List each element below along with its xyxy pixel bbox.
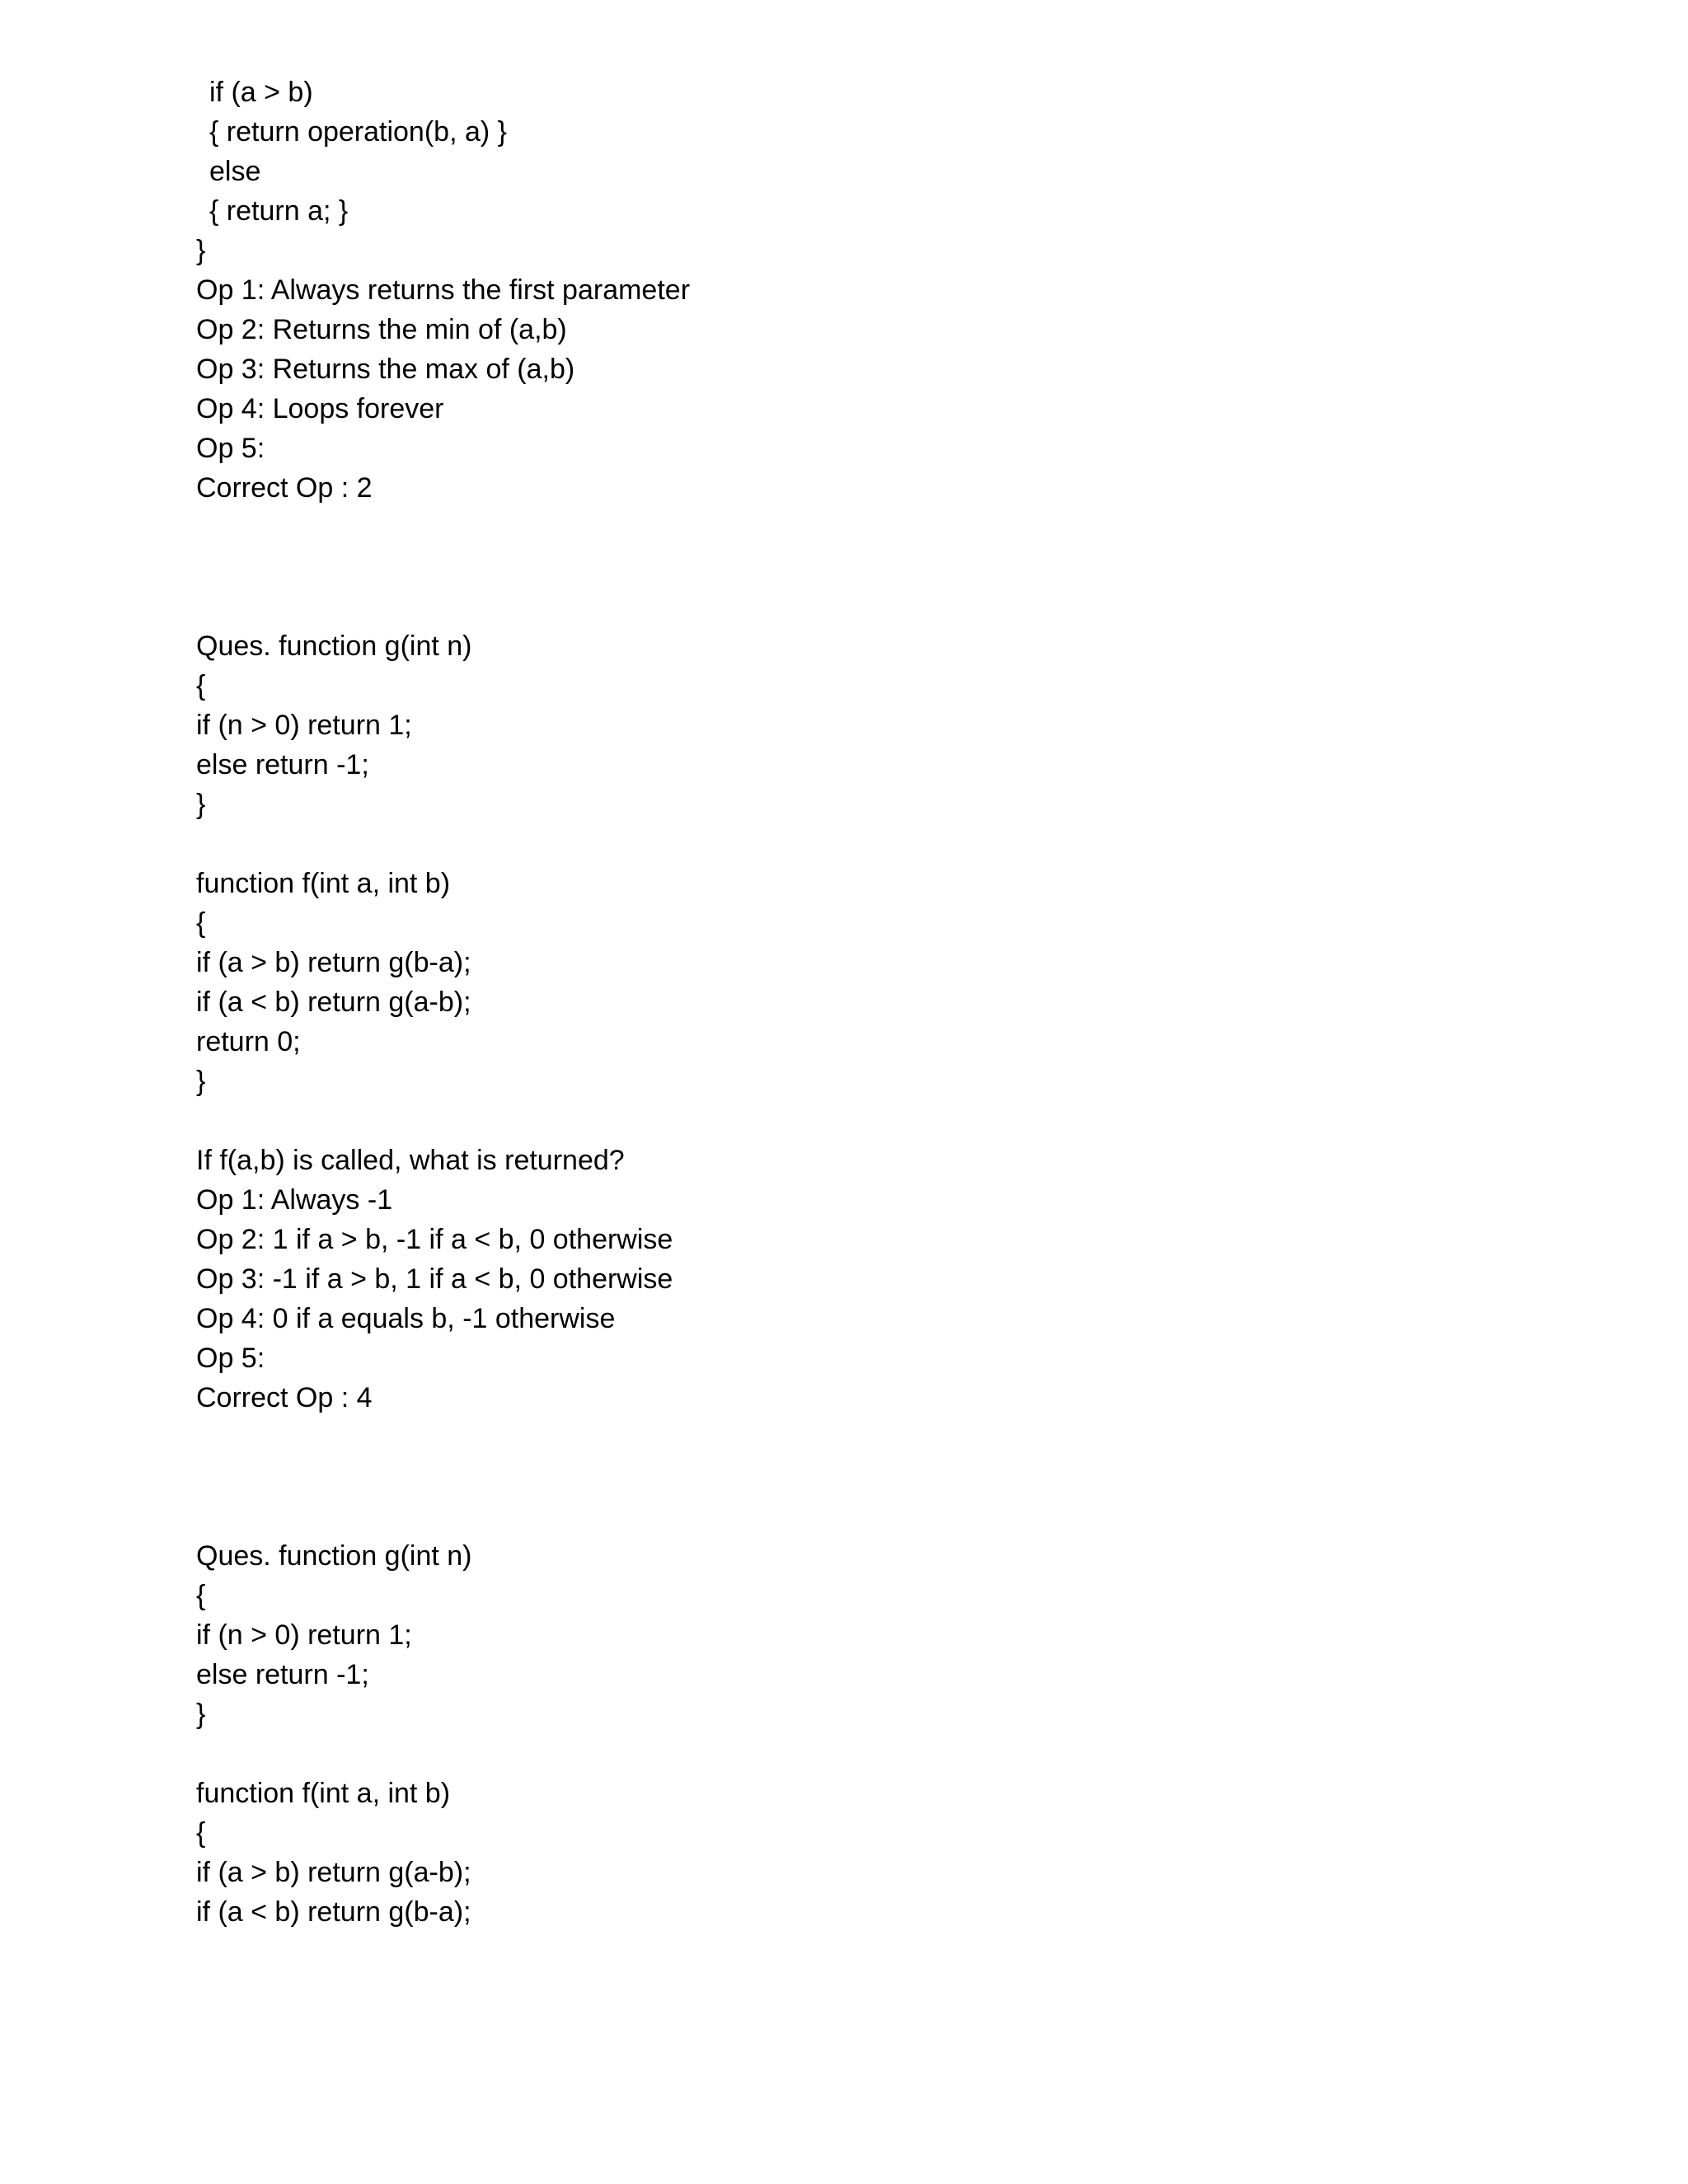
code-line: { return operation(b, a) } [209, 116, 508, 148]
code-line: { return a; } [209, 195, 349, 227]
option-line: Op 2: Returns the min of (a,b) [196, 314, 567, 345]
correct-option: Correct Op : 2 [196, 472, 373, 504]
code-line: else [209, 156, 261, 187]
code-line: { [196, 670, 206, 701]
question-title: Ques. function g(int n) [196, 630, 472, 662]
code-line: function f(int a, int b) [196, 1778, 451, 1809]
code-line: { [196, 907, 206, 939]
option-line: Op 3: -1 if a > b, 1 if a < b, 0 otherwise [196, 1263, 673, 1295]
code-line: if (n > 0) return 1; [196, 710, 412, 741]
code-line: else return -1; [196, 749, 369, 780]
code-line: return 0; [196, 1026, 301, 1057]
question-prompt: If f(a,b) is called, what is returned? [196, 1145, 625, 1176]
code-line: { [196, 1580, 206, 1611]
option-line: Op 5: [196, 433, 265, 464]
option-line: Op 3: Returns the max of (a,b) [196, 354, 575, 385]
option-line: Op 1: Always -1 [196, 1184, 393, 1216]
code-line: if (a > b) return g(b-a); [196, 947, 471, 978]
code-line: if (n > 0) return 1; [196, 1619, 412, 1651]
correct-option: Correct Op : 4 [196, 1382, 373, 1413]
code-line: } [196, 1066, 206, 1097]
code-line: else return -1; [196, 1659, 369, 1690]
code-line: function f(int a, int b) [196, 868, 451, 899]
code-line: if (a > b) return g(a-b); [196, 1857, 471, 1888]
code-line: } [196, 789, 206, 820]
code-line: if (a < b) return g(a-b); [196, 987, 471, 1018]
option-line: Op 1: Always returns the first parameter [196, 274, 691, 306]
code-line: if (a < b) return g(b-a); [196, 1896, 471, 1928]
code-line: } [196, 235, 206, 266]
question-title: Ques. function g(int n) [196, 1540, 472, 1572]
code-line: { [196, 1817, 206, 1849]
code-line: } [196, 1699, 206, 1730]
option-line: Op 2: 1 if a > b, -1 if a < b, 0 otherwise [196, 1224, 673, 1255]
option-line: Op 4: 0 if a equals b, -1 otherwise [196, 1303, 616, 1334]
option-line: Op 5: [196, 1343, 265, 1374]
code-line: if (a > b) [209, 77, 313, 108]
option-line: Op 4: Loops forever [196, 393, 444, 424]
